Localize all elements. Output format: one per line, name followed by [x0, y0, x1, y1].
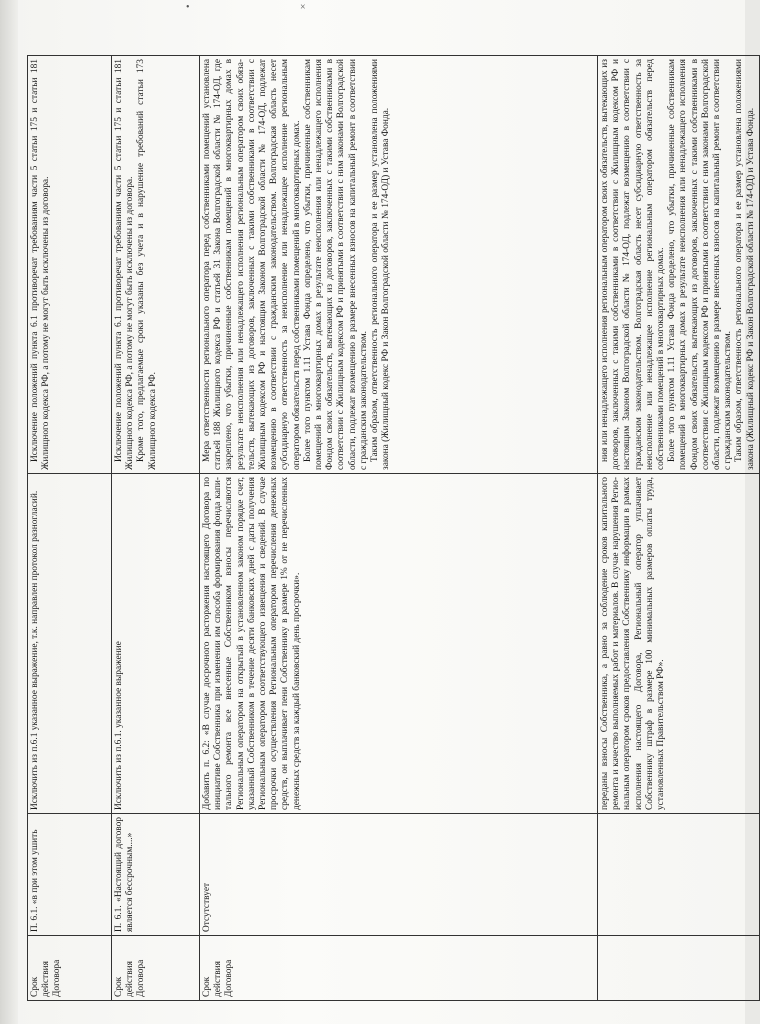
- reason-paragraph: Таким образом, ответственность регионального оператора и ее размер установлена положениями закона (Жилищный кодекс РФ и Закон Волгоградской области № 174-ОД) и Устава Фонда.: [370, 59, 392, 470]
- reason-paragraph: Мера ответственности регионального оператора перед собственниками помещений установлена статьей 188 Жилищного кодекса РФ и статьей 31 Закона Волгоградской области № 174-ОД, где закреплено, что убытки, причиненные собственникам помещений в многоквартирных домах в результате неисполнения или ненадлежащего исполнения региональным оператором своих обязательств, вытекающих из договоров, заключенных с такими собственниками в соответствии с Жилищным кодексом РФ и настоящим Законом Волгоградской области № 174-ОД, подлежат возмещению в соответствии с гражданским законодательством. Волгоградская область несет субсидиарную ответственность за неисполнение или ненадлежащее исполнение региональным оператором обязательств перед собственниками помещений в многоквартирных домах.: [202, 59, 302, 470]
- proposal-cell: Исключить из п.6.1 указанное выражение, т.к. направлен протокол разногласий.: [28, 474, 112, 814]
- clause-cell: [598, 814, 760, 936]
- clause-cell: Отсутствует: [200, 814, 598, 936]
- reason-paragraph: ния или ненадлежащего исполнения региональным оператором своих обязательств, вытекающих из договоров, заключенных с такими собственниками в соответствии с Жилищным кодексом РФ и настоящим Законом Волгоградской области № 174-ОД, подлежат возмещению в соответствии с гражданским законодательством. Волгоградская область несет субсидиарную ответственность за неисполнение или ненадлежащее исполнение региональным оператором обязательств перед собственниками помещений в многоквартирных домах.: [600, 59, 667, 470]
- disagreement-table: [27, 55, 760, 1001]
- proposal-cell: переданы взносы Собственника, а равно за соблюдение сроков капитального ремонта и качество выполняемых работ и материалов. В случае нарушения Региональным оператором сроков предоставления Собственнику информации в рамках исполнения настоящего Договора, Региональный оператор уплачивает Собственнику штраф в размере 100 минимальных размеров оплаты труда, установленных Правительством РФ».: [598, 474, 760, 814]
- clause-cell: П. 6.1. «в при этом ушить: [28, 814, 112, 936]
- reason-paragraph: Исключение положений пункта 6.1 противоречат требованиям части 5 статьи 175 и статьи 181 Жилищного кодекса РФ, а потому не могут быть исключены из договора.: [30, 59, 52, 470]
- rotated-table-wrapper: [27, 56, 756, 1001]
- reason-cell: [28, 56, 112, 474]
- table-row: [200, 56, 598, 1001]
- reason-paragraph: Более того пунктом 1.11 Устава Фонда определено, что убытки, причиненные собственникам помещений в многоквартирных домах в результате неисполнения или ненадлежащего исполнения Фондом своих обязательств, вытекающих из договоров, заключенных с такими собственниками в соответствии с Жилищным кодексом РФ и принятыми в соответствии с ним законами Волгоградской области, подлежат возмещению в размере внесенных взносов на капитальный ремонт в соответствии с гражданским законодательством.: [667, 59, 734, 470]
- reason-paragraph: Кроме того, предлагаемые сроки указаны без учета и в нарушение требований статьи 173 Жилищного кодекса РФ.: [136, 59, 158, 470]
- term-cell: Срок действия Договора: [28, 936, 112, 1001]
- table-row: [112, 56, 200, 1001]
- reason-paragraph: Исключение положений пункта 6.1 противоречат требованиям части 5 статьи 175 и статьи 181 Жилищного кодекса РФ, а потому не могут быть исключены из договора.: [114, 59, 136, 470]
- corner-mark: •: [186, 2, 190, 13]
- corner-mark: ×: [300, 2, 306, 13]
- reason-cell: [112, 56, 200, 474]
- proposal-cell: Добавить п. 6.2: «В случае досрочного расторжения настоящего Договора по инициативе Собственника при изменении им способа формирования фонда капитального ремонта все внесенные Собственником взносы перечисляются Региональным оператором на открытый в установленном законом порядке счет, указанный Собственником в течение десяти банковских дней с даты получения Региональным оператором соответствующего извещения и сведений. В случае просрочки осуществления Региональным оператором перечисления денежных средств, он выплачивает пени Собственнику в размере 1% от не перечисленных денежных средств за каждый банковский день просрочки».: [200, 474, 598, 814]
- reason-paragraph: Более того пунктом 1.11 Устава Фонда определено, что убытки, причиненные собственникам помещений в многоквартирных домах в результате неисполнения или ненадлежащего исполнения Фондом своих обязательств, вытекающих из договоров, заключенных с такими собственниками в соответствии с Жилищным кодексом РФ и принятыми в соответствии с ним законами Волгоградской области, подлежат возмещению в размере внесенных взносов на капитальный ремонт в соответствии с гражданским законодательством.: [302, 59, 369, 470]
- reason-cell: [598, 56, 760, 474]
- reason-cell: [200, 56, 598, 474]
- binder-edge: [0, 0, 18, 1024]
- term-cell: Срок действия Договора: [200, 936, 598, 1001]
- term-cell: [598, 936, 760, 1001]
- clause-cell: П. 6.1. «Настоящий договор является бессрочным....»: [112, 814, 200, 936]
- reason-paragraph: Таким образом, ответственность регионального оператора и ее размер установлена положениями закона (Жилищный кодекс РФ и Закон Волгоградской области № 174-ОД) и Устава Фонда.: [734, 59, 756, 470]
- term-cell: Срок действия Договора: [112, 936, 200, 1001]
- table-row: [28, 56, 112, 1001]
- table-row: [598, 56, 760, 1001]
- proposal-cell: Исключить из п.6.1. указанное выражение: [112, 474, 200, 814]
